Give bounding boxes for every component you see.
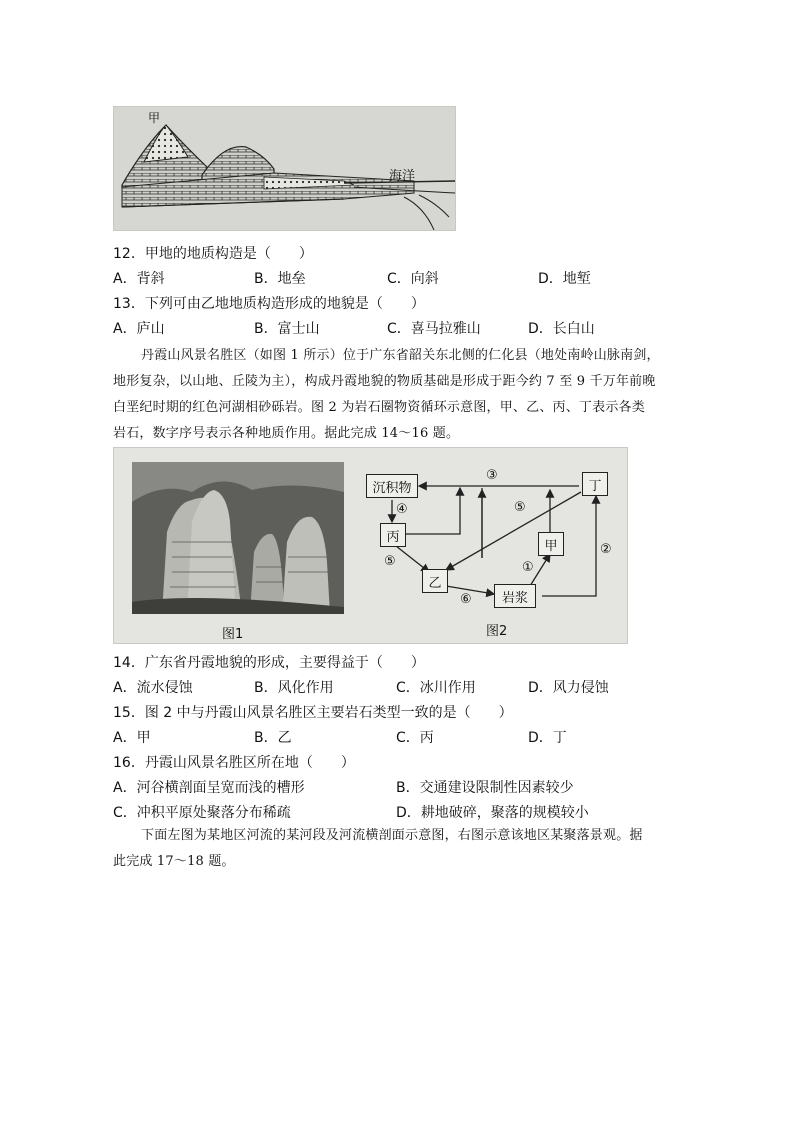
danxia-figure-panel [113,447,628,644]
q15-option-b[interactable]: B．乙 [254,730,292,746]
q14-option-c[interactable]: C．冰川作用 [396,680,476,696]
question-16-stem: 16．丹霞山风景名胜区所在地（ ） [113,755,355,771]
question-14-stem: 14．广东省丹霞地貌的形成，主要得益于（ ） [113,655,425,671]
q12-option-c[interactable]: C．向斜 [387,271,439,287]
process-3: ③ [486,468,498,483]
node-sediment: 沉积物 [366,474,418,498]
figure-2-caption: 图2 [486,624,508,639]
geology-cross-section-figure [113,106,456,231]
q14-option-d[interactable]: D．风力侵蚀 [528,680,609,696]
q12-option-a[interactable]: A．背斜 [113,271,165,287]
q12-option-d[interactable]: D．地堑 [538,271,591,287]
process-5b: ⑤ [384,554,396,569]
figure-1-caption: 图1 [222,627,244,642]
danxia-photo [132,462,344,614]
node-magma: 岩浆 [494,584,536,608]
q13-option-c[interactable]: C．喜马拉雅山 [387,321,481,337]
process-2: ② [600,542,612,557]
q16-option-d[interactable]: D．耕地破碎，聚落的规模较小 [396,805,589,821]
passage-1-line-4: 岩石，数字序号表示各种地质作用。据此完成 14～16 题。 [113,426,460,441]
q16-option-b[interactable]: B．交通建设限制性因素较少 [396,780,574,796]
q13-option-a[interactable]: A．庐山 [113,321,165,337]
passage-1-line-2: 地形复杂，以山地、丘陵为主），构成丹霞地貌的物质基础是形成于距今约 7 至 9 千万年前晚 [113,374,656,389]
q12-option-b[interactable]: B．地垒 [254,271,306,287]
process-6: ⑥ [460,592,472,607]
label-jia: 甲 [148,111,161,125]
node-bing: 丙 [380,523,406,547]
passage-1 [113,343,683,447]
q13-option-d[interactable]: D．长白山 [528,321,595,337]
q16-option-a[interactable]: A．河谷横剖面呈宽而浅的槽形 [113,780,305,796]
q16-option-c[interactable]: C．冲积平原处聚落分布稀疏 [113,805,291,821]
node-jia: 甲 [538,532,564,556]
q15-option-a[interactable]: A．甲 [113,730,151,746]
q15-option-d[interactable]: D．丁 [528,730,567,746]
question-12-stem: 12．甲地的地质构造是（ ） [113,246,313,262]
q14-option-a[interactable]: A．流水侵蚀 [113,680,193,696]
node-yi: 乙 [422,569,448,593]
q14-option-b[interactable]: B．风化作用 [254,680,334,696]
q13-option-b[interactable]: B．富士山 [254,321,320,337]
passage-2-line-2: 此完成 17～18 题。 [113,854,235,869]
passage-2 [113,823,683,875]
passage-1-line-1: 丹霞山风景名胜区（如图 1 所示）位于广东省韶关东北侧的仁化县（地处南岭山脉南剑， [141,348,660,363]
process-1: ① [522,560,534,575]
q15-option-c[interactable]: C．丙 [396,730,434,746]
passage-2-line-1: 下面左图为某地区河流的某河段及河流横剖面示意图，右图示意该地区某聚落景观。据 [141,828,643,843]
passage-1-line-3: 白垩纪时期的红色河湖相砂砾岩。图 2 为岩石圈物资循环示意图，甲、乙、丙、丁表示各类 [113,400,645,415]
label-ocean: 海洋 [389,169,416,184]
question-15-stem: 15．图 2 中与丹霞山风景名胜区主要岩石类型一致的是（ ） [113,705,513,721]
node-ding: 丁 [582,472,608,496]
question-13-stem: 13．下列可由乙地地质构造形成的地貌是（ ） [113,296,425,312]
process-4: ④ [396,502,408,517]
process-5a: ⑤ [514,500,526,515]
